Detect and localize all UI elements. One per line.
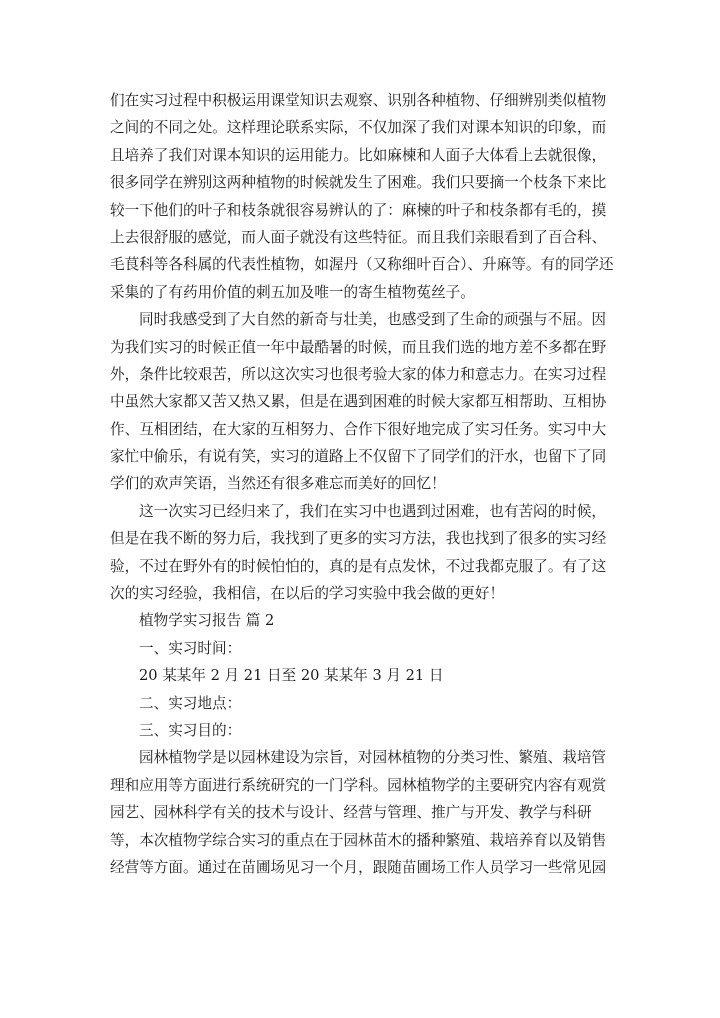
text-line: 但是在我不断的努力后，我找到了更多的实习方法，我也找到了很多的实习经	[110, 530, 607, 548]
text-line: 园艺、园林科学有关的技术与设计、经营与管理、推广与开发、教学与科研	[110, 804, 592, 822]
text-line: 毛茛科等各科属的代表性植物，如渥丹（又称细叶百合）、升麻等。有的同学还	[110, 256, 614, 274]
item-place-label: 二、实习地点：	[139, 694, 242, 712]
paragraph-4	[110, 744, 610, 881]
item-time-value: 20 某某年 2 月 21 日至 20 某某年 3 月 21 日	[139, 667, 444, 685]
text-line: 经营等方面。通过在苗圃场见习一个月，跟随苗圃场工作人员学习一些常见园	[110, 858, 607, 876]
text-line: 很多同学在辨别这两种植物的时候就发生了困难。我们只要摘一个枝条下来比	[110, 174, 607, 192]
text-line: 作、互相团结，在大家的互相努力、合作下很好地完成了实习任务。实习中大	[110, 420, 607, 438]
text-line: 为我们实习的时候正值一年中最酷暑的时候，而且我们选的地方差不多都在野	[110, 338, 607, 356]
paragraph-1	[110, 87, 614, 306]
text-line: 理和应用等方面进行系统研究的一门学科。园林植物学的主要研究内容有观赏	[110, 776, 607, 794]
text-line: 次的实习经验，我相信，在以后的学习实验中我会做的更好！	[110, 585, 505, 603]
text-line: 等，本次植物学综合实习的重点在于园林苗木的播种繁殖、栽培养育以及销售	[110, 831, 607, 849]
text-line: 这一次实习已经归来了，我们在实习中也遇到过困难，也有苦闷的时候，	[139, 502, 607, 520]
text-line: 家忙中偷乐，有说有笑，实习的道路上不仅留下了同学们的汗水，也留下了同	[110, 448, 607, 466]
text-line: 中虽然大家都又苦又热又累，但是在遇到困难的时候大家都互相帮助、互相协	[110, 393, 607, 411]
paragraph-2	[110, 306, 610, 498]
text-line: 较一下他们的叶子和枝条就很容易辨认的了：麻楝的叶子和枝条都有毛的，摸	[110, 201, 607, 219]
text-line: 且培养了我们对课本知识的运用能力。比如麻楝和人面子大体看上去就很像，	[110, 146, 607, 164]
text-line: 园林植物学是以园林建设为宗旨，对园林植物的分类习性、繁殖、栽培管	[139, 749, 607, 767]
section-title: 植物学实习报告 篇 2	[139, 612, 275, 630]
text-line: 学们的欢声笑语，当然还有很多难忘而美好的回忆！	[110, 475, 446, 493]
document-body	[110, 87, 614, 881]
paragraph-3	[110, 498, 610, 608]
text-line: 之间的不同之处。这样理论联系实际，不仅加深了我们对课本知识的印象，而	[110, 119, 607, 137]
text-line: 验，不过在野外有的时候怕怕的，真的是有点发怵，不过我都克服了。有了这	[110, 557, 607, 575]
text-line: 同时我感受到了大自然的新奇与壮美，也感受到了生命的顽强与不屈。因	[139, 311, 607, 329]
text-line: 采集的了有药用价值的刺五加及唯一的寄生植物菟丝子。	[110, 283, 475, 301]
text-line: 们在实习过程中积极运用课堂知识去观察、识别各种植物、仔细辨别类似植物	[110, 92, 607, 109]
item-time-label: 一、实习时间：	[139, 639, 242, 657]
text-line: 上去很舒服的感觉，而人面子就没有这些特征。而且我们亲眼看到了百合科、	[110, 228, 607, 246]
item-purpose-label: 三、实习目的：	[139, 721, 242, 739]
text-line: 外，条件比较艰苦，所以这次实习也很考验大家的体力和意志力。在实习过程	[110, 365, 607, 383]
